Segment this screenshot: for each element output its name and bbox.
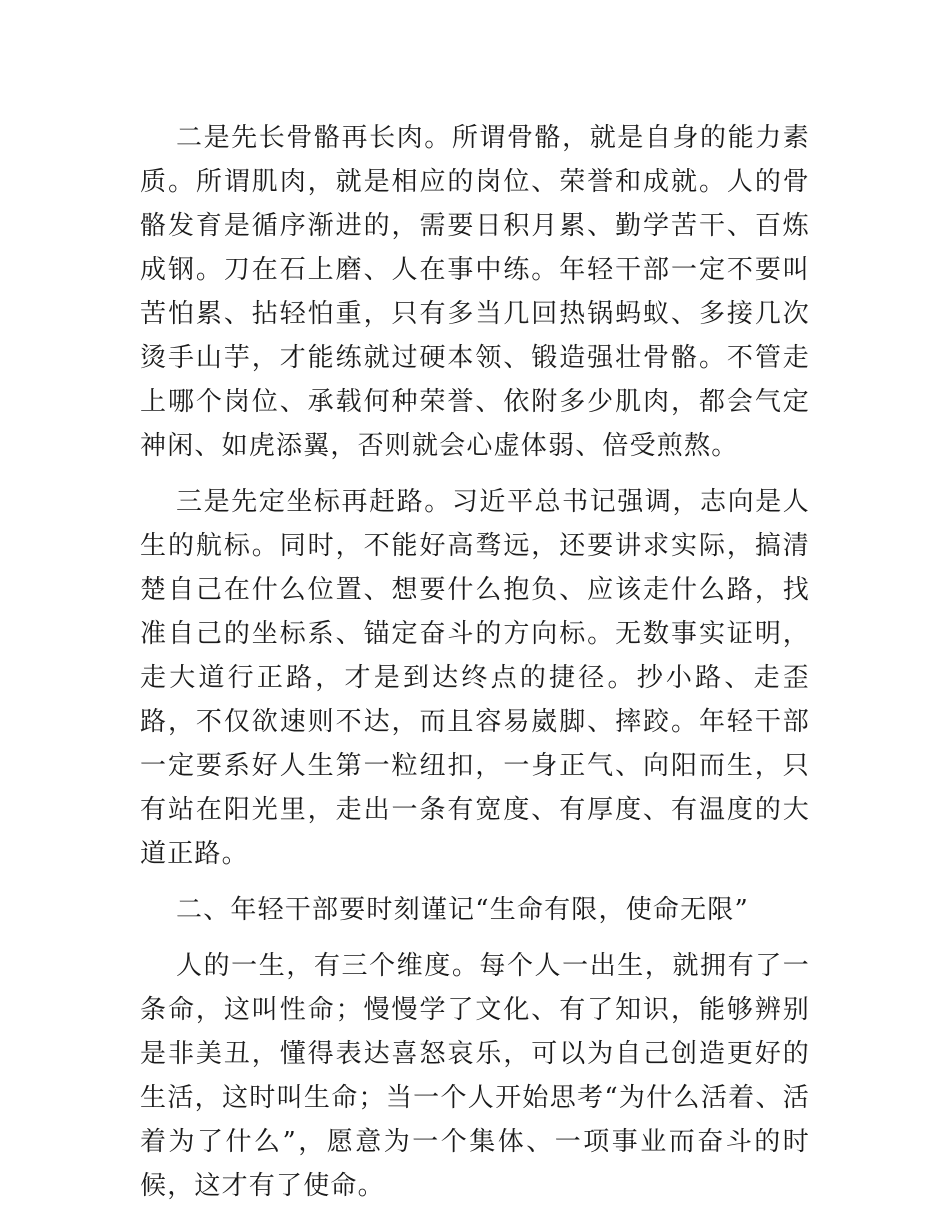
paragraph-three-dimensions-of-life: 人的一生，有三个维度。每个人一出生，就拥有了一条命，这叫性命；慢慢学了文化、有了知识，能够辨别是非美丑，懂得表达喜怒哀乐，可以为自己创造更好的生活，这时叫生命；当一个人开始思考“为什么活着、活着为了什么”，愿意为一个集体、一项事业而奋斗的时候，这才有了使命。 (140, 951, 810, 1201)
document-body (140, 116, 810, 1220)
section-heading-two: 二、年轻干部要时刻谨记“生命有限，使命无限” (176, 895, 749, 925)
paragraph-skeleton-before-muscle: 二是先长骨骼再长肉。所谓骨骼，就是自身的能力素质。所谓肌肉，就是相应的岗位、荣誉和成就。人的骨骼发育是循序渐进的，需要日积月累、勤学苦干、百炼成钢。刀在石上磨、人在事中练。年轻干部一定不要叫苦怕累、拈轻怕重，只有多当几回热锅蚂蚁、多接几次烫手山芋，才能练就过硬本领、锻造强壮骨骼。不管走上哪个岗位、承载何种荣誉、依附多少肌肉，都会气定神闲、如虎添翼，否则就会心虚体弱、倍受煎熬。 (140, 123, 810, 461)
paragraph-coordinates-before-road: 三是先定坐标再赶路。习近平总书记强调，志向是人生的航标。同时，不能好高骛远，还要讲求实际，搞清楚自己在什么位置、想要什么抱负、应该走什么路，找准自己的坐标系、锚定奋斗的方向标。无数事实证明，走大道行正路，才是到达终点的捷径。抄小路、走歪路，不仅欲速则不达，而且容易崴脚、摔跤。年轻干部一定要系好人生第一粒纽扣，一身正气、向阳而生，只有站在阳光里，走出一条有宽度、有厚度、有温度的大道正路。 (140, 487, 810, 869)
